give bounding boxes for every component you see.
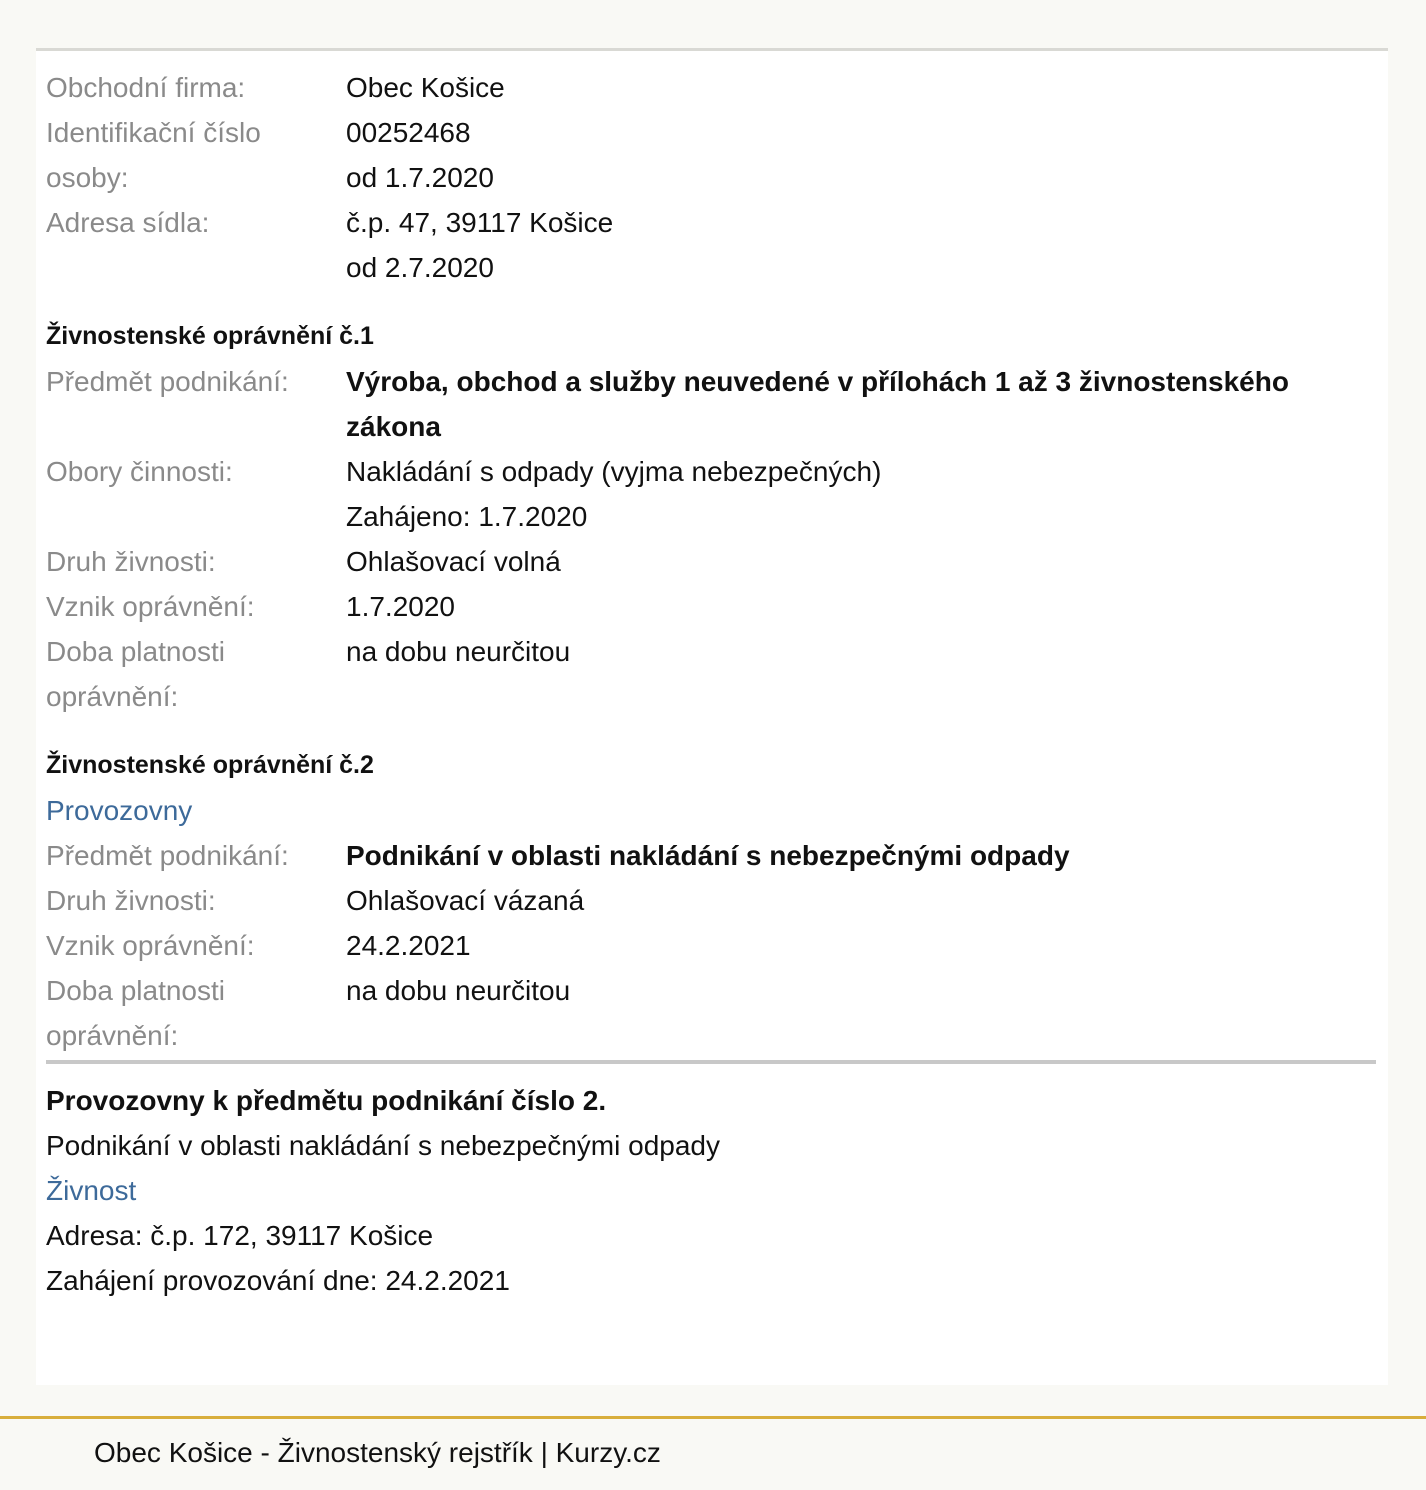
license2-origin-value: 24.2.2021 [346,930,471,961]
company-address-text: č.p. 47, 39117 Košice [346,207,614,238]
company-address-value [346,200,1376,290]
company-address-row [46,200,1376,290]
premises-trade-link[interactable]: Živnost [46,1175,137,1206]
license1-fields-row [46,449,1376,539]
license2-validity-value: na dobu neurčitou [346,975,571,1006]
company-ico-label-line1: Identifikační číslo [46,117,261,148]
company-ico-row [46,110,1376,200]
license1-validity-row [46,629,1376,719]
license2-subject-row [46,833,1376,878]
page-footer [0,1416,1426,1490]
company-ico-label-line2: osoby: [46,162,129,193]
premises-heading: Provozovny k předmětu podnikání číslo 2. [46,1085,607,1116]
company-ico-label [46,110,346,200]
detail-panel [36,48,1388,1385]
license1-validity-label-line2: oprávnění: [46,681,179,712]
license1-validity-label-line1: Doba platnosti [46,636,226,667]
section-divider [46,1060,1376,1064]
license1-type-value: Ohlašovací volná [346,546,561,577]
license2-origin-row [46,923,1376,968]
license1-fields-started: Zahájeno: 1.7.2020 [346,501,588,532]
company-address-since: od 2.7.2020 [346,252,494,283]
license1-fields-value [346,449,1376,539]
license2-type-value: Ohlašovací vázaná [346,885,585,916]
license2-subject-value: Podnikání v oblasti nakládání s nebezpečnými odpady [346,840,1070,871]
license2-type-row [46,878,1376,923]
license2-type-label: Druh živnosti: [46,885,216,916]
license1-validity-label [46,629,346,719]
license1-validity-value: na dobu neurčitou [346,636,571,667]
license2-validity-label-line1: Doba platnosti [46,975,226,1006]
license2-premises-link[interactable]: Provozovny [46,795,193,826]
detail-content [46,65,1376,1303]
premises-address: Adresa: č.p. 172, 39117 Košice [46,1220,434,1251]
license2-validity-row [46,968,1376,1058]
license2-subject-label: Předmět podnikání: [46,840,289,871]
license2-heading: Živnostenské oprávnění č.2 [46,751,374,779]
premises-start: Zahájení provozování dne: 24.2.2021 [46,1265,510,1296]
license1-subject-line2: zákona [346,411,441,442]
company-ico-value [346,110,1376,200]
company-name-label: Obchodní firma: [46,72,246,103]
license1-heading: Živnostenské oprávnění č.1 [46,322,374,350]
license1-subject-line1: Výroba, obchod a služby neuvedené v přílohách 1 až 3 živnostenského [346,366,1289,397]
license2-origin-label: Vznik oprávnění: [46,930,255,961]
license1-origin-value: 1.7.2020 [346,591,455,622]
license1-origin-label: Vznik oprávnění: [46,591,255,622]
company-ico-since: od 1.7.2020 [346,162,494,193]
footer-text: Obec Košice - Živnostenský rejstřík | Kurzy.cz [94,1437,661,1468]
license1-subject-row [46,359,1376,449]
license2-validity-label [46,968,346,1058]
company-name-value: Obec Košice [346,72,505,103]
license1-origin-row [46,584,1376,629]
company-ico-number: 00252468 [346,117,471,148]
license1-subject-value [346,359,1376,449]
company-name-row [46,65,1376,110]
license1-subject-label: Předmět podnikání: [46,366,289,397]
license1-type-label: Druh živnosti: [46,546,216,577]
license1-fields-label: Obory činnosti: [46,456,233,487]
license1-type-row [46,539,1376,584]
premises-subject: Podnikání v oblasti nakládání s nebezpečnými odpady [46,1130,720,1161]
license2-validity-label-line2: oprávnění: [46,1020,179,1051]
license1-fields-text: Nakládání s odpady (vyjma nebezpečných) [346,456,882,487]
company-address-label: Adresa sídla: [46,207,210,238]
